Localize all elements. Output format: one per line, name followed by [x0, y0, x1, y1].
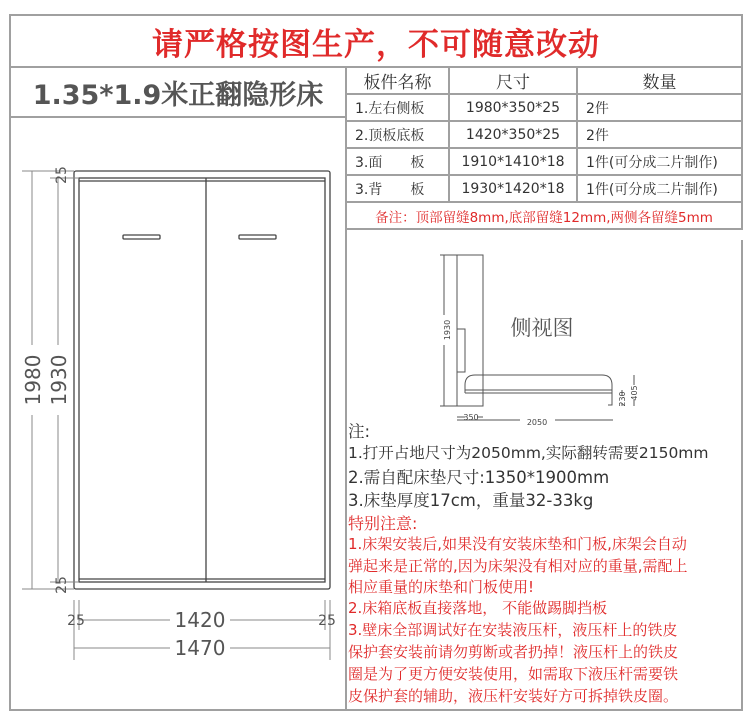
table-header-row	[346, 67, 742, 94]
special-line: 圈是为了更方便安装使用，如需取下液压杆需要铁	[348, 665, 679, 683]
special-line: 保护套安装前请勿剪断或者扔掉！液压杆上的铁皮	[348, 643, 679, 661]
dim-1930: 1930	[47, 354, 71, 406]
part-name: 3.背 板	[346, 175, 449, 202]
special-line: 2.床箱底板直接落地， 不能做踢脚挡板	[348, 599, 608, 617]
product-title: 1.35*1.9米正翻隐形床	[9, 66, 347, 118]
bed-panel	[79, 178, 325, 582]
side-view-title: 侧视图	[510, 316, 574, 340]
dim-bottom-25: 25	[54, 576, 70, 594]
part-qty: 1件(可分成二片制作)	[577, 148, 742, 175]
part-name: 1.左右侧板	[346, 94, 449, 121]
table-row	[346, 148, 742, 175]
part-size: 1980*350*25	[449, 94, 577, 121]
note-item: 2.需自配床垫尺寸:1350*1900mm	[348, 468, 610, 487]
special-line: 皮保护套的辅助，液压杆安装好方可拆掉铁皮圈。	[348, 687, 679, 705]
side-view-drawing	[430, 245, 660, 430]
side-dim-2050: 2050	[526, 418, 548, 427]
table-row	[346, 94, 742, 121]
side-panel	[457, 255, 483, 406]
table-row	[346, 121, 742, 148]
dim-right-25: 25	[318, 613, 336, 629]
parts-table	[345, 66, 743, 230]
side-dim-230: 230	[618, 391, 627, 407]
dim-top-25: 25	[54, 166, 70, 184]
part-qty: 1件(可分成二片制作)	[577, 175, 742, 202]
note-item: 3.床垫厚度17cm，重量32-33kg	[348, 491, 594, 510]
side-dim-1930: 1930	[443, 319, 452, 341]
side-dim-350: 350	[463, 413, 479, 422]
dim-left-25: 25	[67, 613, 85, 629]
part-size: 1420*350*25	[449, 121, 577, 148]
part-qty: 2件	[577, 94, 742, 121]
header-qty: 数量	[577, 67, 742, 94]
header-size: 尺寸	[449, 67, 577, 94]
part-name: 2.顶板底板	[346, 121, 449, 148]
bed-frame-outline	[74, 171, 330, 589]
side-dim-405: 405	[630, 385, 639, 401]
remark-row	[346, 202, 742, 229]
notes-heading: 注:	[348, 422, 371, 441]
header-name: 板件名称	[346, 67, 449, 94]
front-view-drawing	[0, 0, 345, 721]
special-line: 相应重量的床垫和门板使用!	[348, 578, 535, 596]
handle-left	[123, 235, 160, 239]
remark: 备注：顶部留缝8mm,底部留缝12mm,两侧各留缝5mm	[346, 202, 742, 229]
mattress	[465, 375, 612, 393]
part-qty: 2件	[577, 121, 742, 148]
dim-1470: 1470	[174, 636, 226, 660]
special-heading: 特别注意:	[348, 514, 418, 533]
note-item: 1.打开占地尺寸为2050mm,实际翻转需要2150mm	[348, 444, 709, 462]
special-line: 1.床架安装后,如果没有安装床垫和门板,床架会自动	[348, 535, 687, 553]
special-line: 3.壁床全部调试好在安装液压杆，液压杆上的铁皮	[348, 621, 678, 639]
part-size: 1930*1420*18	[449, 175, 577, 202]
part-name: 3.面 板	[346, 148, 449, 175]
table-row	[346, 175, 742, 202]
main-title: 请严格按图生产，不可随意改动	[9, 14, 743, 68]
special-line: 弹起来是正常的,因为床架没有相对应的重量,需配上	[348, 557, 688, 575]
dim-1420: 1420	[174, 608, 226, 632]
part-size: 1910*1410*18	[449, 148, 577, 175]
handle-right	[239, 235, 276, 239]
dim-1980: 1980	[21, 354, 45, 406]
